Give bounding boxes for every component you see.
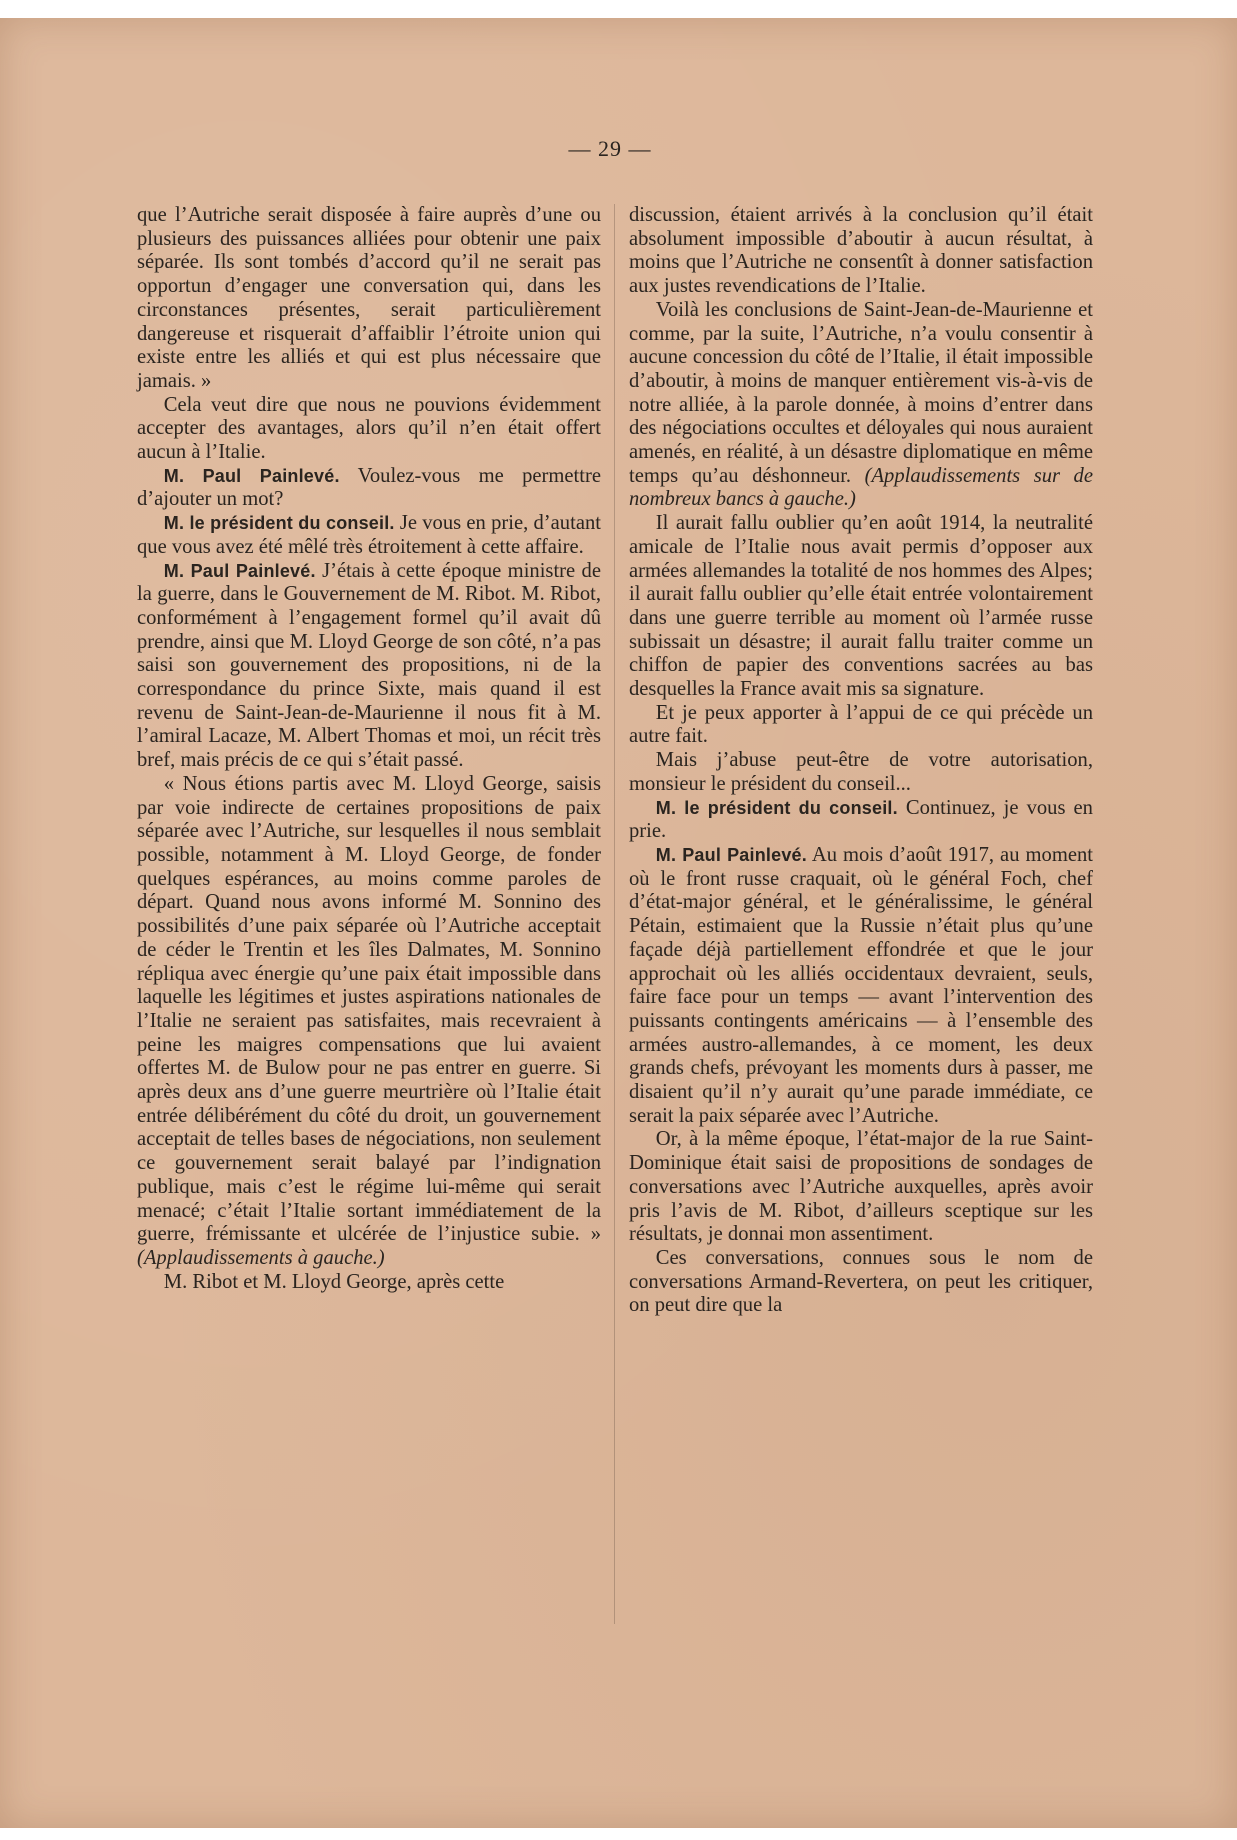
paragraph bbox=[629, 204, 1093, 299]
paragraph-text: Et je peux apporter à l’appui de ce qui précède un autre fait. bbox=[629, 701, 1093, 748]
paragraph-text: Cela veut dire que nous ne pouvions évidemment accepter des avantages, alors qu’il n’en était offert aucun à l’Italie. bbox=[137, 393, 601, 464]
speaker-name: M. Paul Painlevé. bbox=[163, 465, 340, 486]
newspaper-page bbox=[0, 18, 1237, 1828]
speech-text: Voulez-vous me permettre d’ajouter un mot? bbox=[137, 464, 602, 511]
paragraph bbox=[137, 394, 601, 465]
paragraph-text: que l’Autriche serait disposée à faire auprès d’une ou plusieurs des puissances alliées pour obtenir une paix séparée. Ils sont tombés d’accord qu’il ne serait pas opportun d’engager une conversation qui, dans les circonstances présentes, serait particulièrement dangereuse et risquerait d’affaiblir l’étroite union qui existe entre les alliés et qui est plus nécessaire que jamais. » bbox=[137, 204, 601, 392]
paragraph-text: Mais j’abuse peut-être de votre autorisation, monsieur le président du conseil... bbox=[629, 749, 1093, 795]
paragraph-text: Or, à la même époque, l’état-major de la rue Saint-Dominique était saisi de propositions de sondages de conversations avec l’Autriche auxquelles, après avoir pris l’avis de M. Ribot, d’ailleurs sceptique sur les résultats, je donnai mon assentiment. bbox=[629, 1128, 1093, 1246]
paragraph-text: Voilà les conclusions de Saint-Jean-de-Maurienne et comme, par la suite, l’Autriche, n’a voulu consentir à aucune concession du côté de l’Italie, il était impossible d’aboutir, à moins de manquer entièrement vis-à-vis de notre alliée, à la parole donnée, à moins d’entrer dans des négociations occultes et déloyales qui nous auraient amenés, en réalité, à un désastre diplomatique en même temps qu’au déshonneur. bbox=[629, 298, 1093, 487]
paragraph-text: Il aurait fallu oublier qu’en août 1914, la neutralité amicale de l’Italie nous avait permis d’opposer aux armées allemandes la totalité de nos hommes des Alpes; il aurait fallu oublier qu’elle était entrée volontairement dans une guerre terrible au moment où l’armée russe subissait un désastre; il aurait fallu traiter comme un chiffon de papier des conventions sacrées au bas desquelles la France avait mis sa signature. bbox=[629, 512, 1093, 701]
paragraph bbox=[137, 773, 601, 1271]
speaker-name: M. Paul Painlevé. bbox=[655, 844, 807, 865]
paragraph bbox=[629, 749, 1093, 796]
speech-paragraph bbox=[137, 465, 601, 512]
column-divider bbox=[614, 204, 615, 1624]
paragraph bbox=[629, 299, 1093, 512]
paragraph-text: M. Ribot et M. Lloyd George, après cette bbox=[163, 1270, 505, 1293]
paragraph bbox=[629, 1247, 1093, 1318]
paragraph-text: Ces conversations, connues sous le nom de conversations Armand-Revertera, on peut les critiquer, on peut dire que la bbox=[629, 1246, 1093, 1317]
speech-text: Je vous en prie, d’autant que vous avez été mêlé très étroitement à cette affaire. bbox=[137, 512, 601, 558]
speaker-name: M. le président du conseil. bbox=[163, 513, 395, 534]
paragraph bbox=[629, 512, 1093, 702]
paragraph bbox=[629, 1128, 1093, 1247]
page-number: — 29 — bbox=[568, 136, 652, 161]
speech-paragraph bbox=[137, 512, 601, 559]
paragraph bbox=[629, 702, 1093, 749]
paragraph bbox=[137, 204, 601, 394]
left-column bbox=[137, 204, 601, 1294]
right-column bbox=[629, 204, 1093, 1318]
speech-paragraph bbox=[137, 560, 601, 773]
paragraph bbox=[137, 1271, 601, 1295]
speech-paragraph bbox=[629, 844, 1093, 1128]
speech-text: Au mois d’août 1917, au moment où le front russe craquait, où le général Foch, chef d’état-major général, et le généralissime, le général Pétain, estimaient que la Russie n’était plus qu’une façade déjà partiellement effondrée et que le jour approchait où les alliés occidentaux devraient, seuls, faire face pour un temps — avant l’intervention des puissants contingents américains — à l’ensemble des armées austro-allemandes, à ce moment, les deux grands chefs, prévoyant les moments durs à passer, me disaient qu’il n’y aurait qu’une parade immédiate, ce serait la paix séparée avec l’Autriche. bbox=[629, 843, 1093, 1127]
speech-text: Continuez, je vous en prie. bbox=[629, 796, 1093, 843]
speech-text: J’étais à cette époque ministre de la guerre, dans le Gouvernement de M. Ribot. M. Ribot, conformément à l’engagement formel qu’il avait dû prendre, ainsi que M. Lloyd George de son côté, n’a pas saisi son gouvernement des propositions, ni de la correspondance du prince Sixte, mais quand il est revenu de Saint-Jean-de-Maurienne il nous fit à M. l’amiral Lacaze, M. Albert Thomas et moi, un récit très bref, mais précis de ce qui s’était passé. bbox=[137, 559, 601, 772]
paragraph-text: discussion, étaient arrivés à la conclusion qu’il était absolument impossible d’aboutir à aucun résultat, à moins que l’Autriche ne consentît à donner satisfaction aux justes revendications de l’Italie. bbox=[629, 204, 1093, 298]
speaker-name: M. le président du conseil. bbox=[655, 797, 898, 818]
stage-direction: (Applaudissements sur de nombreux bancs à gauche.) bbox=[629, 464, 1093, 511]
paragraph-text: « Nous étions partis avec M. Lloyd George, saisis par voie indirecte de certaines propositions de paix séparée avec l’Autriche, sur lesquelles il nous semblait possible, notamment à M. Lloyd George, de fonder quelques espérances, au moins comme paroles de départ. Quand nous avons informé M. Sonnino des possibilités d’une paix séparée où l’Autriche acceptait de céder le Trentin et les îles Dalmates, M. Sonnino répliqua avec énergie qu’une paix était impossible dans laquelle les légitimes et justes aspirations nationales de l’Italie ne seraient pas satisfaites, mais recevraient à peine les maigres compensations que lui avaient offertes M. de Bulow pour ne pas entrer en guerre. Si après deux ans d’une guerre meurtrière où l’Italie était entrée délibérément du côté du droit, un gouvernement acceptait de telles bases de négociations, non seulement ce gouvernement serait balayé par l’indignation publique, mais c’est le régime lui-même qui serait menacé; c’était l’Italie sortant immédiatement de la guerre, frémissante et ulcérée de l’injustice subie. » bbox=[137, 772, 601, 1246]
speaker-name: M. Paul Painlevé. bbox=[163, 560, 316, 581]
stage-direction: (Applaudissements à gauche.) bbox=[137, 1246, 385, 1269]
speech-paragraph bbox=[629, 797, 1093, 844]
